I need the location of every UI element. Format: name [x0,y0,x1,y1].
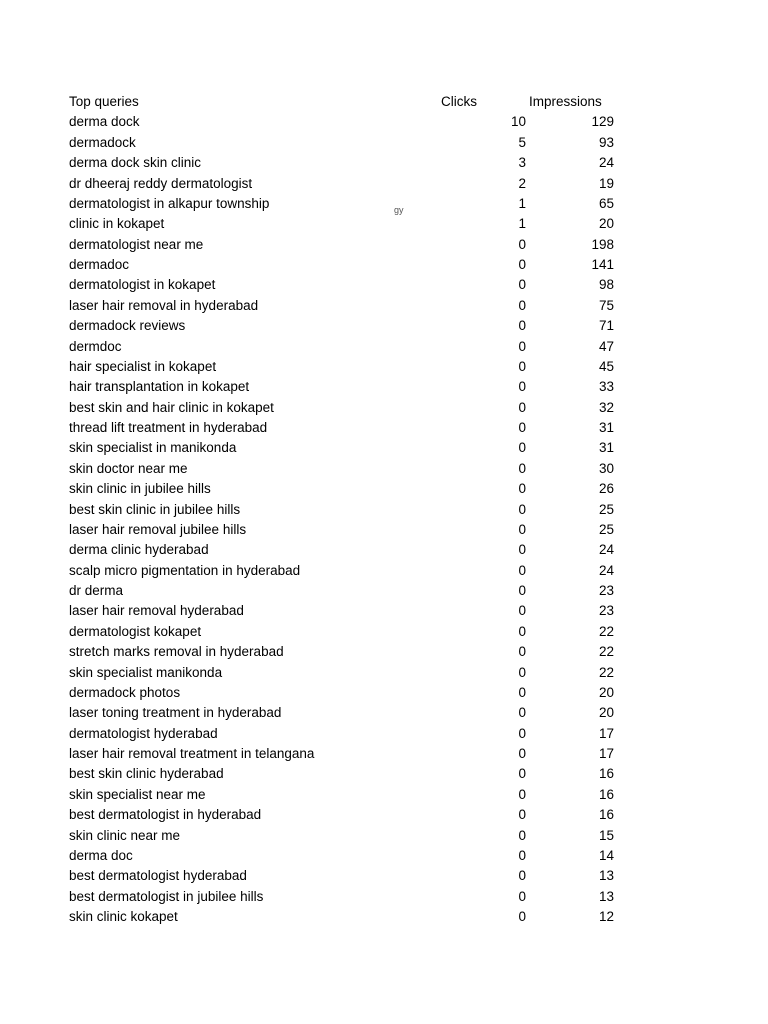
impressions-cell: 16 [598,807,614,823]
table-row [0,907,768,927]
impressions-cell: 23 [598,583,614,598]
clicks-cell: 3 [518,155,526,171]
table-row [0,826,768,846]
clicks-cell: 1 [518,195,526,211]
impressions-cell: 20 [598,705,614,721]
table-row [0,377,768,397]
table-row [0,112,768,132]
clicks-cell: 1 [518,216,526,232]
query-cell: dermatologist hyderabad [69,725,218,741]
table-row [0,235,768,255]
query-cell: hair specialist in kokapet [69,358,217,374]
query-cell: best dermatologist in hyderabad [69,807,262,823]
table-row [0,846,768,866]
table-row [0,887,768,907]
query-cell: best dermatologist in jubilee hills [69,888,264,904]
clicks-cell: 0 [518,338,526,354]
clicks-cell: 0 [518,358,526,374]
table-row [0,683,768,703]
clicks-cell: 0 [518,481,526,497]
clicks-cell: 0 [518,379,526,395]
query-cell: best skin clinic hyderabad [69,766,224,782]
impressions-cell: 12 [598,909,614,924]
query-cell: best dermatologist hyderabad [69,868,247,884]
clicks-cell: 0 [518,542,526,558]
clicks-cell: 0 [518,888,526,904]
impressions-cell: 24 [598,155,614,171]
clicks-cell: 0 [518,664,526,680]
query-cell: laser toning treatment in hyderabad [69,705,282,721]
clicks-cell: 0 [518,827,526,843]
table-row [0,255,768,275]
table-row [0,744,768,764]
query-cell: dermatologist near me [69,236,204,252]
query-cell: skin clinic kokapet [69,909,178,924]
table-row [0,398,768,418]
query-cell: skin doctor near me [69,460,188,476]
table-body [0,112,768,927]
query-column-header: Top queries [69,94,139,109]
impressions-cell: 15 [598,827,614,843]
impressions-column-header: Impressions [529,94,602,109]
impressions-cell: 13 [598,868,614,884]
query-cell: derma clinic hyderabad [69,542,209,558]
clicks-cell: 0 [518,725,526,741]
impressions-cell: 20 [598,684,614,700]
impressions-cell: 32 [598,399,614,415]
clicks-cell: 0 [518,460,526,476]
clicks-cell: 0 [518,521,526,537]
clicks-cell: 0 [518,562,526,578]
table-row [0,296,768,316]
clicks-cell: 0 [518,583,526,598]
impressions-cell: 71 [598,318,614,334]
clicks-cell: 0 [518,644,526,660]
table-row [0,764,768,784]
impressions-cell: 198 [591,236,614,252]
clicks-cell: 0 [518,807,526,823]
query-cell: skin clinic near me [69,827,181,843]
impressions-cell: 16 [598,766,614,782]
clicks-cell: 10 [510,114,526,130]
query-cell: laser hair removal hyderabad [69,603,244,619]
table-row [0,805,768,825]
query-cell: dr derma [69,583,124,598]
table-row [0,785,768,805]
table-row [0,357,768,377]
impressions-cell: 26 [598,481,614,497]
impressions-cell: 22 [598,623,614,639]
query-cell: dermatologist in kokapet [69,277,216,293]
query-cell: skin specialist in manikonda [69,440,237,456]
clicks-cell: 0 [518,705,526,721]
impressions-cell: 98 [598,277,614,293]
impressions-cell: 16 [598,786,614,802]
clicks-cell: 0 [518,420,526,435]
table-row [0,174,768,194]
clicks-cell: 0 [518,440,526,456]
impressions-cell: 30 [598,460,614,476]
clicks-cell: 0 [518,399,526,415]
impressions-cell: 22 [598,664,614,680]
impressions-cell: 24 [598,562,614,578]
query-cell: laser hair removal jubilee hills [69,521,247,537]
clicks-cell: 0 [518,909,526,924]
clicks-cell: 2 [518,175,526,191]
impressions-cell: 75 [598,297,614,313]
query-cell: dermatologist kokapet [69,623,202,639]
clipped-text-fragment: gy [394,205,404,215]
query-cell: clinic in kokapet [69,216,165,232]
table-row [0,520,768,540]
table-row [0,866,768,886]
clicks-cell: 0 [518,318,526,334]
impressions-cell: 141 [591,257,614,272]
table-row [0,724,768,744]
query-cell: scalp micro pigmentation in hyderabad [69,562,301,578]
table-row [0,275,768,295]
clicks-cell: 0 [518,603,526,619]
impressions-cell: 31 [598,420,614,435]
table-row [0,459,768,479]
query-cell: dermadock photos [69,684,181,700]
clicks-cell: 5 [518,134,526,150]
table-row [0,153,768,173]
query-cell: laser hair removal in hyderabad [69,297,259,313]
impressions-cell: 93 [598,134,614,150]
query-cell: dermadock reviews [69,318,186,334]
clicks-cell: 0 [518,623,526,639]
table-row [0,418,768,438]
table-row [0,500,768,520]
impressions-cell: 23 [598,603,614,619]
query-cell: laser hair removal treatment in telangana [69,746,315,761]
impressions-cell: 19 [598,175,614,191]
query-cell: hair transplantation in kokapet [69,379,250,395]
impressions-cell: 65 [598,195,614,211]
header-row [0,92,768,112]
table-row [0,703,768,723]
table-row [0,133,768,153]
impressions-cell: 17 [598,746,614,761]
impressions-cell: 20 [598,216,614,232]
clicks-cell: 0 [518,501,526,517]
impressions-cell: 22 [598,644,614,660]
clicks-cell: 0 [518,847,526,863]
table-row [0,438,768,458]
impressions-cell: 33 [598,379,614,395]
query-cell: best skin and hair clinic in kokapet [69,399,274,415]
queries-table [0,92,768,927]
clicks-cell: 0 [518,746,526,761]
clicks-cell: 0 [518,684,526,700]
query-cell: dr dheeraj reddy dermatologist [69,175,253,191]
clicks-cell: 0 [518,236,526,252]
impressions-cell: 47 [598,338,614,354]
table-row [0,642,768,662]
clicks-cell: 0 [518,766,526,782]
clicks-cell: 0 [518,257,526,272]
table-row [0,316,768,336]
impressions-cell: 17 [598,725,614,741]
table-row [0,601,768,621]
query-cell: dermatologist in alkapur township [69,195,270,211]
table-row [0,479,768,499]
clicks-cell: 0 [518,297,526,313]
impressions-cell: 24 [598,542,614,558]
table-row [0,337,768,357]
table-row [0,540,768,560]
impressions-cell: 31 [598,440,614,456]
table-row [0,194,768,214]
clicks-column-header: Clicks [441,94,477,109]
impressions-cell: 25 [598,521,614,537]
impressions-cell: 13 [598,888,614,904]
table-row [0,214,768,234]
query-cell: best skin clinic in jubilee hills [69,501,241,517]
query-cell: derma doc [69,847,133,863]
query-cell: skin clinic in jubilee hills [69,481,211,497]
query-cell: dermadoc [69,257,130,272]
query-cell: skin specialist manikonda [69,664,223,680]
clicks-cell: 0 [518,868,526,884]
table-row [0,561,768,581]
clicks-cell: 0 [518,786,526,802]
impressions-cell: 45 [598,358,614,374]
query-cell: thread lift treatment in hyderabad [69,420,268,435]
query-cell: stretch marks removal in hyderabad [69,644,284,660]
query-cell: skin specialist near me [69,786,206,802]
impressions-cell: 129 [591,114,614,130]
table-row [0,622,768,642]
clicks-cell: 0 [518,277,526,293]
table-row [0,663,768,683]
query-cell: dermdoc [69,338,122,354]
impressions-cell: 25 [598,501,614,517]
query-cell: dermadock [69,134,136,150]
impressions-cell: 14 [598,847,614,863]
query-cell: derma dock skin clinic [69,155,202,171]
table-row [0,581,768,601]
query-cell: derma dock [69,114,140,130]
